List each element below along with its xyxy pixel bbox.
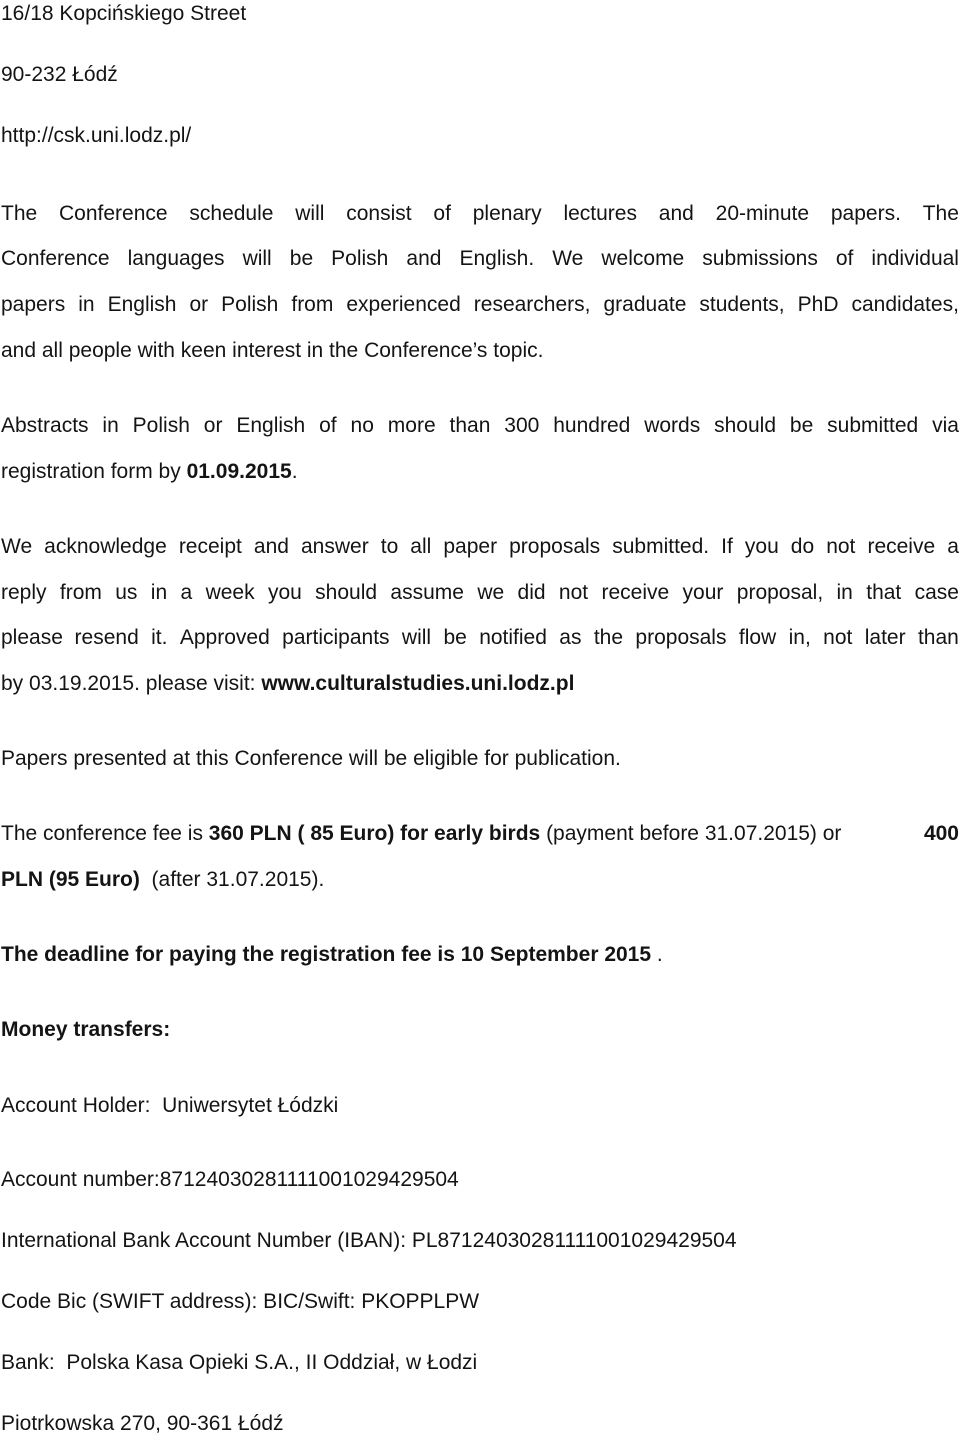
paragraph-receipt-line-2 <box>1 579 959 607</box>
word: it. <box>151 626 168 649</box>
word: candidates, <box>851 293 959 316</box>
word: should <box>315 581 378 604</box>
word: be <box>443 626 467 649</box>
word: and <box>253 535 289 558</box>
word: from <box>59 581 102 604</box>
word: of <box>319 414 337 437</box>
word: English <box>107 293 177 316</box>
word: in <box>102 414 119 437</box>
word: more <box>387 414 436 437</box>
word: us <box>115 581 138 604</box>
word: receive <box>601 581 670 604</box>
word: English. <box>459 247 535 270</box>
fee-line-2 <box>1 866 324 894</box>
account-holder: Account Holder: Uniwersytet Łódzki <box>1 1094 339 1117</box>
word: submissions <box>702 247 818 270</box>
word: do <box>790 535 815 558</box>
word: be <box>289 247 314 270</box>
paragraph-schedule-line-2 <box>1 245 959 273</box>
word: If <box>721 535 733 558</box>
money-transfers-heading: Money transfers: <box>1 1018 171 1041</box>
fee-early-birds: 360 PLN ( 85 Euro) for early birds <box>208 822 541 845</box>
deadline-period: . <box>651 943 663 966</box>
word: assume <box>390 581 464 604</box>
fee-line-1 <box>1 820 959 848</box>
paragraph-receipt-line-4 <box>1 670 574 698</box>
word: and <box>658 202 694 225</box>
word: in, <box>788 626 811 649</box>
paragraph-receipt-line-1 <box>1 533 959 561</box>
word: no <box>350 414 374 437</box>
word: will <box>401 626 432 649</box>
iban: International Bank Account Number (IBAN): PL87124030281111001029429504 <box>1 1229 737 1252</box>
word: Conference <box>1 247 110 270</box>
word: than <box>917 626 959 649</box>
word: welcome <box>601 247 685 270</box>
registration-deadline <box>1 941 663 969</box>
paragraph-schedule-line-3 <box>1 291 959 319</box>
word: as <box>559 626 582 649</box>
word: hundred <box>553 414 631 437</box>
word: papers <box>1 293 66 316</box>
word: We <box>1 535 33 558</box>
word: in <box>78 293 95 316</box>
swift-code: Code Bic (SWIFT address): BIC/Swift: PKOPPLPW <box>1 1290 480 1313</box>
word: you <box>744 535 779 558</box>
word: of <box>433 202 451 225</box>
word: submitted <box>827 414 919 437</box>
word: proposals <box>635 626 727 649</box>
word: 300 <box>504 414 540 437</box>
word: later <box>864 626 906 649</box>
word: English <box>236 414 306 437</box>
paragraph-abstracts-line-1 <box>1 412 959 440</box>
fee-late-currency: PLN (95 Euro) <box>1 868 140 891</box>
word: did <box>517 581 546 604</box>
word: researchers, <box>473 293 591 316</box>
word: acknowledge <box>44 535 167 558</box>
word: all <box>410 535 432 558</box>
word: your <box>682 581 724 604</box>
abstracts-period: . <box>291 460 298 483</box>
word: reply <box>1 581 47 604</box>
word: in <box>836 581 853 604</box>
paragraph-schedule-line-1 <box>1 200 959 228</box>
word: in <box>150 581 168 604</box>
word: will <box>295 202 325 225</box>
word: participants <box>282 626 390 649</box>
word: Polish <box>331 247 389 270</box>
word: not <box>823 626 853 649</box>
word: submitted. <box>612 535 710 558</box>
word: The <box>922 202 959 225</box>
word: notified <box>479 626 547 649</box>
paragraph-schedule-line-4: and all people with keen interest in the Conference’s topic. <box>1 339 544 362</box>
website-link[interactable]: http://csk.uni.lodz.pl/ <box>1 124 192 147</box>
abstract-deadline-date: 01.09.2015 <box>186 460 292 483</box>
word: proposals <box>509 535 601 558</box>
word: via <box>932 414 959 437</box>
word: that <box>866 581 902 604</box>
word: receive <box>867 535 936 558</box>
word: or <box>203 414 223 437</box>
address-street: 16/18 Kopcińskiego Street <box>1 2 247 25</box>
word: a <box>947 535 959 558</box>
word: not <box>826 535 856 558</box>
word: should <box>714 414 777 437</box>
fee-after-date: (after 31.07.2015). <box>139 868 325 891</box>
word: or <box>189 293 209 316</box>
visit-text: by 03.19.2015. please visit: <box>1 672 262 695</box>
fee-payment-before: (payment before 31.07.2015) or <box>540 822 848 845</box>
word: graduate <box>603 293 687 316</box>
paragraph-publication: Papers presented at this Conference will be eligible for publication. <box>1 747 621 770</box>
word: students, <box>699 293 785 316</box>
word: we <box>477 581 505 604</box>
culturalstudies-link[interactable]: www.culturalstudies.uni.lodz.pl <box>261 672 575 695</box>
word: answer <box>300 535 369 558</box>
deadline-text: The deadline for paying the registration fee is 10 September 2015 <box>1 943 652 966</box>
word: Conference <box>59 202 168 225</box>
word: consist <box>346 202 412 225</box>
word: please resend <box>1 626 139 649</box>
word: to <box>380 535 399 558</box>
paragraph-receipt-line-3 <box>1 624 959 652</box>
word: week <box>205 581 255 604</box>
word: not <box>558 581 589 604</box>
word: will <box>242 247 272 270</box>
word: words <box>644 414 701 437</box>
fee-intro: The conference fee is <box>1 822 209 845</box>
paragraph-abstracts-line-2 <box>1 458 298 486</box>
word: lectures <box>563 202 637 225</box>
abstracts-text: registration form by <box>1 460 187 483</box>
word: a <box>180 581 193 604</box>
word: receipt <box>178 535 242 558</box>
word: of <box>835 247 854 270</box>
word: you <box>267 581 302 604</box>
word: We <box>552 247 584 270</box>
word: and <box>406 247 442 270</box>
word: plenary <box>472 202 542 225</box>
word: Polish <box>221 293 279 316</box>
bank-address: Piotrkowska 270, 90-361 Łódź <box>1 1412 284 1435</box>
word: from <box>291 293 334 316</box>
word: Approved <box>179 626 270 649</box>
address-city: 90-232 Łódź <box>1 63 118 86</box>
word: paper <box>443 535 498 558</box>
word: schedule <box>189 202 274 225</box>
word: 20-minute <box>715 202 810 225</box>
word: PhD <box>797 293 839 316</box>
word: papers. <box>830 202 901 225</box>
word: Polish <box>132 414 190 437</box>
fee-late-amount: 400 <box>923 822 959 845</box>
word: The <box>1 202 38 225</box>
word: the <box>593 626 624 649</box>
bank-name: Bank: Polska Kasa Opieki S.A., II Oddział, w Łodzi <box>1 1351 478 1374</box>
word: be <box>789 414 814 437</box>
word: Abstracts <box>1 414 89 437</box>
word: languages <box>127 247 225 270</box>
word: individual <box>871 247 959 270</box>
word: experienced <box>346 293 461 316</box>
word: proposal, <box>736 581 824 604</box>
account-number: Account number:87124030281111001029429504 <box>1 1168 459 1191</box>
word: case <box>914 581 959 604</box>
word: flow <box>738 626 777 649</box>
word: than <box>449 414 491 437</box>
